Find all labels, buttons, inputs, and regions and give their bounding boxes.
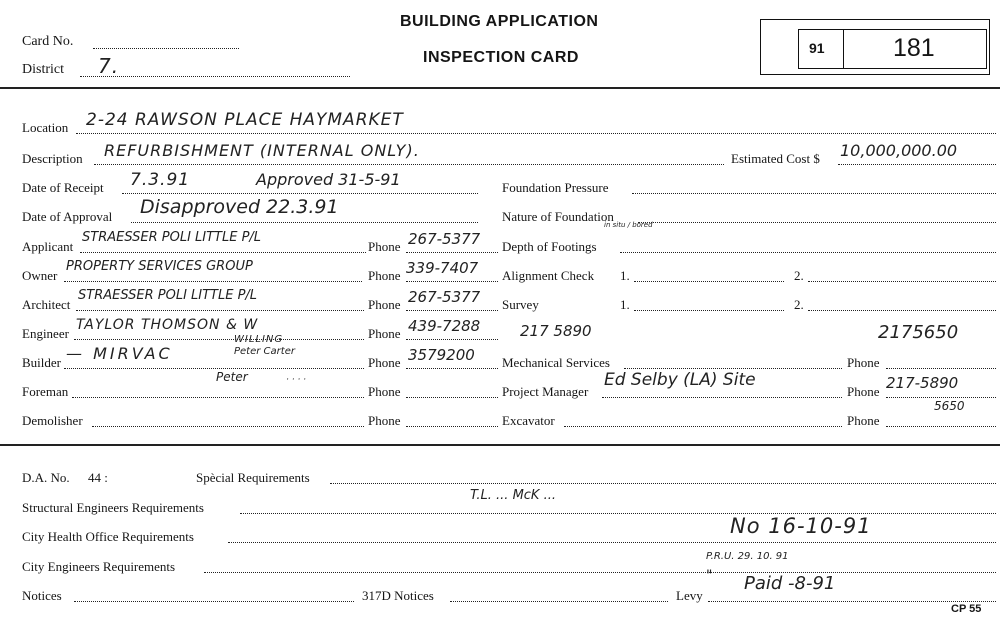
city-health-label: City Health Office Requirements <box>22 529 194 544</box>
engineer-line <box>74 339 364 340</box>
mechanical-services-label: Mechanical Services <box>502 355 610 370</box>
pm-phone-alt: 5650 <box>934 399 965 413</box>
district-value: 7. <box>98 54 120 78</box>
architect-phone-line <box>406 310 498 311</box>
foreman-phone-label: Phone <box>368 384 401 399</box>
demolisher-label: Demolisher <box>22 413 83 428</box>
foreman-dots: · · · · <box>286 375 307 385</box>
header-divider <box>0 87 1000 89</box>
survey-label: Survey <box>502 297 539 312</box>
description-line <box>94 164 724 165</box>
estimated-cost-value: 10,000,000.00 <box>840 141 958 160</box>
levy-value: Paid -8-91 <box>744 573 836 594</box>
project-manager-label: Project Manager <box>502 384 589 399</box>
owner-phone: 339-7407 <box>406 259 479 277</box>
mechanical-services-line <box>624 368 842 369</box>
317d-notices-line <box>450 601 668 602</box>
card-no-label: Card No. <box>22 34 74 49</box>
notices-label: Notices <box>22 588 62 603</box>
survey-2-label: 2. <box>794 297 804 312</box>
architect-label: Architect <box>22 297 71 312</box>
depth-of-footings-line <box>620 252 996 253</box>
foundation-pressure-label: Foundation Pressure <box>502 180 609 195</box>
foreman-value: Peter <box>216 370 248 384</box>
alignment-check-1-label: 1. <box>620 268 630 283</box>
applicant-line <box>80 252 366 253</box>
applicant-value: STRAESSER POLI LITTLE P/L <box>82 230 262 245</box>
form-title-line2: INSPECTION CARD <box>423 49 579 66</box>
structural-engineers-line <box>240 513 996 514</box>
district-label: District <box>22 62 64 77</box>
levy-line <box>708 601 996 602</box>
location-label: Location <box>22 120 69 135</box>
card-no-line <box>93 48 239 49</box>
form-title-line1: BUILDING APPLICATION <box>400 13 599 30</box>
engineer-label: Engineer <box>22 326 69 341</box>
approved-note: Approved 31-5-91 <box>256 170 401 189</box>
description-value: REFURBISHMENT (INTERNAL ONLY). <box>104 141 420 160</box>
builder-note: WILLING <box>234 334 284 345</box>
form-code: CP 55 <box>951 603 982 615</box>
right-phone-note: 2175650 <box>878 322 959 343</box>
builder-phone-line <box>406 368 498 369</box>
builder-value: — MIRVAC <box>66 344 173 363</box>
city-health-value: No 16-10-91 <box>730 514 872 538</box>
pm-phone-line <box>886 397 996 398</box>
alignment-check-1-line <box>634 281 784 282</box>
date-of-receipt-line <box>122 193 478 194</box>
owner-line <box>64 281 362 282</box>
excavator-phone-label: Phone <box>847 413 880 428</box>
mechanical-phone-line <box>886 368 996 369</box>
demolisher-line <box>92 426 364 427</box>
applicant-phone: 267-5377 <box>408 230 481 248</box>
owner-label: Owner <box>22 268 58 283</box>
nature-of-foundation-line <box>638 222 996 223</box>
architect-phone-label: Phone <box>368 297 401 312</box>
project-manager-line <box>602 397 842 398</box>
applicant-phone-label: Phone <box>368 239 401 254</box>
estimated-cost-label: Estimated Cost $ <box>731 151 820 166</box>
builder-phone: 3579200 <box>408 346 475 364</box>
da-no-value: 44 : <box>88 470 108 485</box>
applicant-label: Applicant <box>22 239 74 254</box>
demolisher-phone-line <box>406 426 498 427</box>
nature-of-foundation-label: Nature of Foundation <box>502 209 614 224</box>
district-line <box>80 76 350 77</box>
levy-mark: " <box>706 568 714 584</box>
estimated-cost-line <box>838 164 996 165</box>
pm-phone-label: Phone <box>847 384 880 399</box>
depth-of-footings-label: Depth of Footings <box>502 239 597 254</box>
survey-2-line <box>808 310 996 311</box>
alignment-check-label: Alignment Check <box>502 268 595 283</box>
survey-1-label: 1. <box>620 297 630 312</box>
excavator-line <box>564 426 842 427</box>
builder-contact: Peter Carter <box>234 346 295 357</box>
location-line <box>76 133 996 134</box>
city-engineers-line <box>204 572 996 573</box>
foreman-line <box>72 397 364 398</box>
mechanical-phone-label: Phone <box>847 355 880 370</box>
applicant-phone-line <box>406 252 498 253</box>
owner-value: PROPERTY SERVICES GROUP <box>66 259 253 274</box>
date-of-approval-label: Date of Approval <box>22 209 113 224</box>
engineer-value: TAYLOR THOMSON & W <box>76 317 259 333</box>
architect-line <box>76 310 364 311</box>
mid-phone-note: 217 5890 <box>520 322 592 340</box>
demolisher-phone-label: Phone <box>368 413 401 428</box>
city-engineers-value: P.R.U. 29. 10. 91 <box>706 551 789 562</box>
city-health-line <box>228 542 996 543</box>
engineer-phone-label: Phone <box>368 326 401 341</box>
date-of-approval-value: Disapproved 22.3.91 <box>140 196 339 218</box>
engineer-phone: 439-7288 <box>408 317 481 335</box>
levy-label: Levy <box>676 588 703 603</box>
excavator-label: Excavator <box>502 413 555 428</box>
date-of-receipt-label: Date of Receipt <box>22 180 104 195</box>
owner-phone-line <box>406 281 498 282</box>
notices-line <box>74 601 354 602</box>
card-number: 181 <box>893 34 935 62</box>
card-year: 91 <box>809 40 825 56</box>
special-requirements-line <box>330 483 996 484</box>
architect-value: STRAESSER POLI LITTLE P/L <box>78 288 258 303</box>
project-manager-value: Ed Selby (LA) Site <box>604 370 756 390</box>
alignment-check-2-line <box>808 281 996 282</box>
structural-engineers-value: T.L. ... McK ... <box>470 488 556 503</box>
date-of-receipt-value: 7.3.91 <box>130 170 191 190</box>
depth-note: in situ / bored <box>604 221 653 229</box>
builder-label: Builder <box>22 355 61 370</box>
architect-phone: 267-5377 <box>408 288 481 306</box>
survey-1-line <box>634 310 784 311</box>
alignment-check-2-label: 2. <box>794 268 804 283</box>
foreman-label: Foreman <box>22 384 69 399</box>
description-label: Description <box>22 151 83 166</box>
owner-phone-label: Phone <box>368 268 401 283</box>
location-value: 2-24 RAWSON PLACE HAYMARKET <box>86 110 404 130</box>
foundation-pressure-line <box>632 193 996 194</box>
da-no-label: D.A. No. <box>22 470 70 485</box>
body-divider <box>0 444 1000 446</box>
structural-engineers-label: Structural Engineers Requirements <box>22 500 204 515</box>
city-engineers-label: City Engineers Requirements <box>22 559 176 574</box>
pm-phone: 217-5890 <box>886 374 959 392</box>
excavator-phone-line <box>886 426 996 427</box>
engineer-phone-line <box>406 339 498 340</box>
builder-line <box>64 368 364 369</box>
foreman-phone-line <box>406 397 498 398</box>
date-of-approval-line <box>131 222 478 223</box>
special-requirements-label: Spècial Requirements <box>196 470 310 485</box>
builder-phone-label: Phone <box>368 355 401 370</box>
317d-notices-label: 317D Notices <box>362 588 434 603</box>
